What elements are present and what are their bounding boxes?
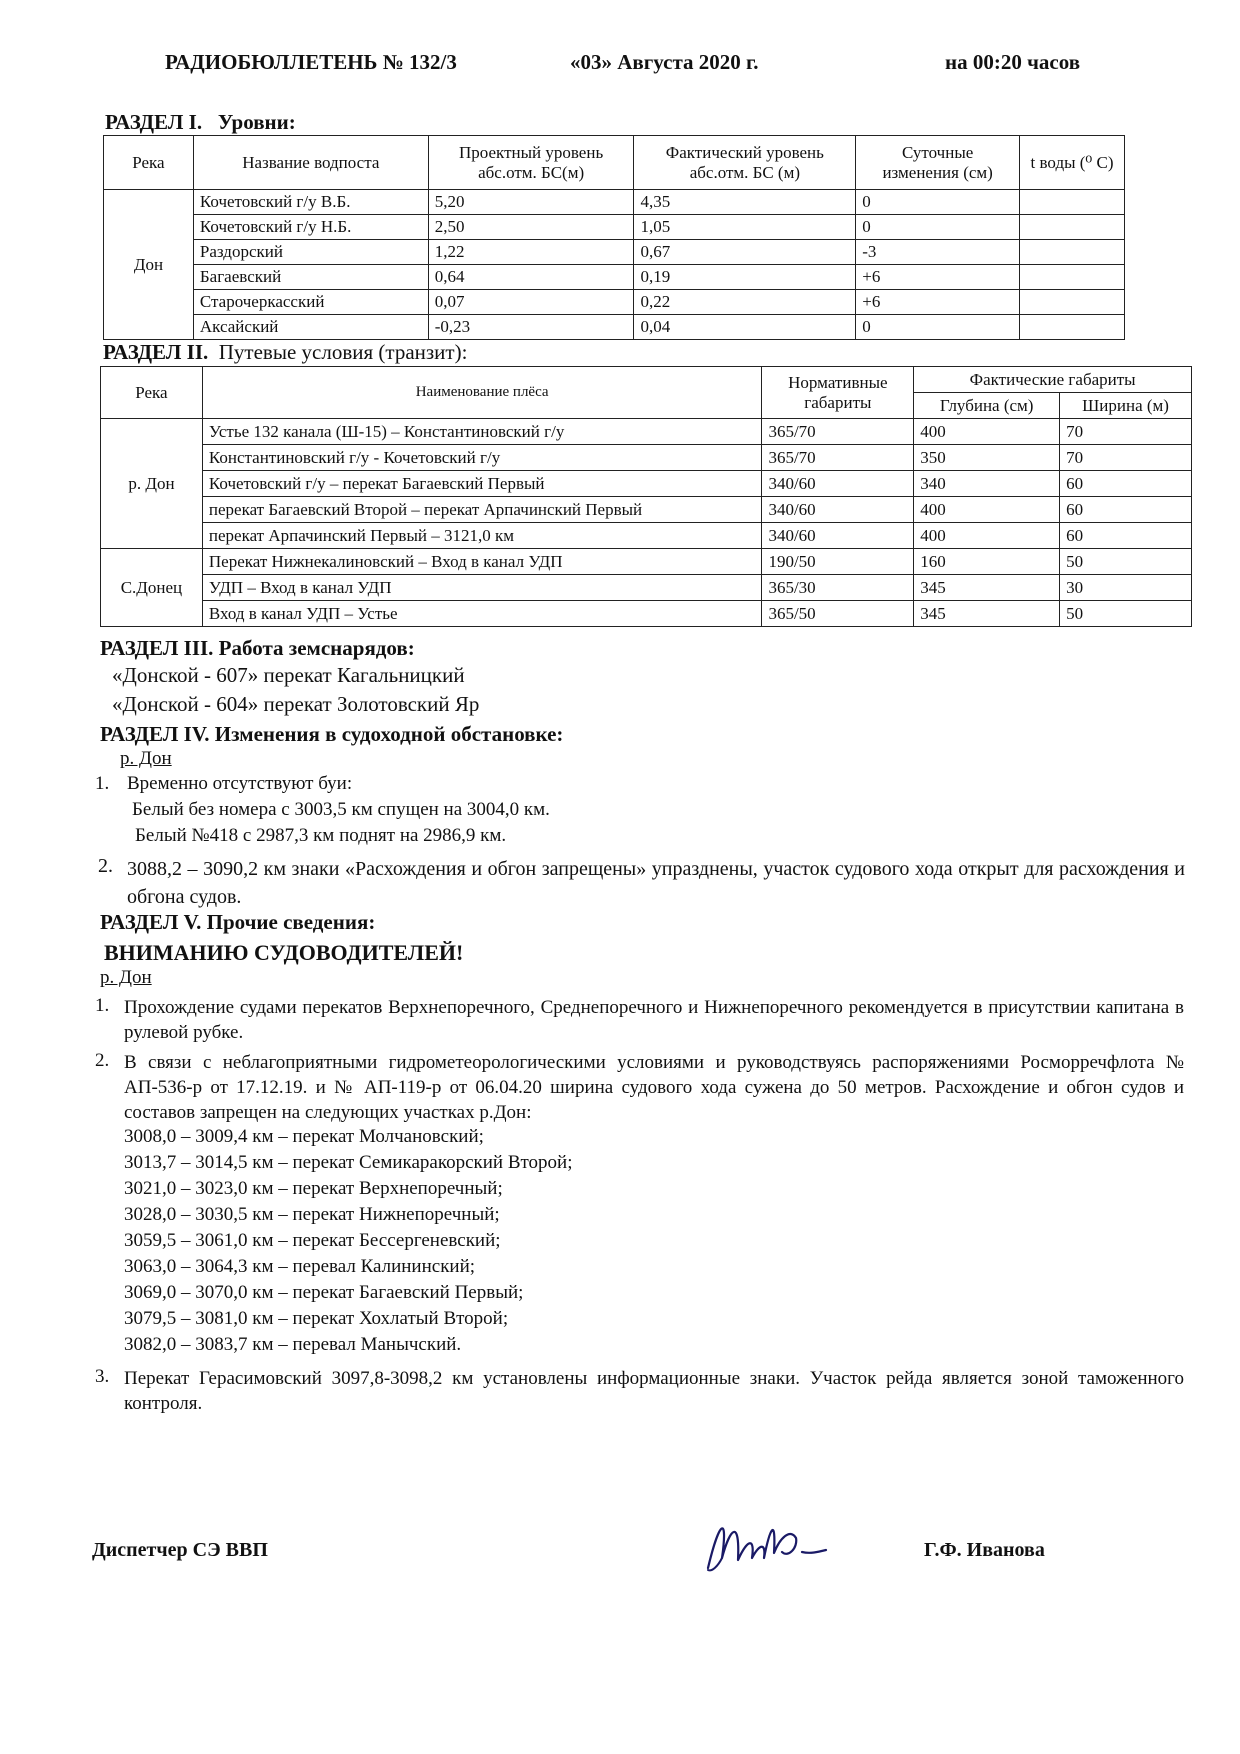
- normative-dims: 340/60: [762, 471, 914, 497]
- list-number: 1.: [95, 773, 110, 794]
- station-name: Старочеркасский: [193, 290, 428, 315]
- water-temp: [1020, 240, 1125, 265]
- reach-name: Кочетовский г/у – перекат Багаевский Первый: [202, 471, 762, 497]
- project-level: 1,22: [428, 240, 634, 265]
- project-level: 5,20: [428, 190, 634, 215]
- project-level: -0,23: [428, 315, 634, 340]
- normative-dims: 340/60: [762, 497, 914, 523]
- levels-col-actual: Фактический уровень абс.отм. БС (м): [634, 136, 856, 190]
- section4-item1-buoy: Белый без номера с 3003,5 км спущен на 3004,0 км.: [132, 799, 550, 820]
- water-temp: [1020, 190, 1125, 215]
- restricted-section: 3013,7 – 3014,5 км – перекат Семикаракорский Второй;: [124, 1152, 573, 1173]
- restricted-section: 3059,5 – 3061,0 км – перекат Бессергеневский;: [124, 1230, 501, 1251]
- water-temp: [1020, 290, 1125, 315]
- water-temp: [1020, 315, 1125, 340]
- section2-title: РАЗДЕЛ II.: [103, 340, 209, 364]
- section5-item2: В связи с неблагоприятными гидрометеорологическими условиями и руководствуясь распоряжениями Росморречфлота № АП-536-р от 17.12.19. и № АП-119-р от 06.04.20 ширина судового хода сужена до 50 метров. Расхождение и обгон судов и составов запрещен на следующих участках р.Дон:: [124, 1052, 1184, 1123]
- actual-depth: 350: [914, 445, 1060, 471]
- reach-name: Вход в канал УДП – Устье: [202, 601, 762, 627]
- daily-change: 0: [856, 215, 1020, 240]
- reach-name: Перекат Нижнекалиновский – Вход в канал УДП: [202, 549, 762, 575]
- station-name: Багаевский: [193, 265, 428, 290]
- restricted-section: 3069,0 – 3070,0 км – перекат Багаевский Первый;: [124, 1282, 524, 1303]
- section1-subtitle: Уровни:: [217, 110, 296, 134]
- dredger-line: «Донской - 604» перекат Золотовский Яр: [112, 692, 480, 716]
- route-col-river: Река: [101, 367, 203, 419]
- daily-change: +6: [856, 290, 1020, 315]
- table-row: [104, 240, 1125, 265]
- actual-level: 0,19: [634, 265, 856, 290]
- section1-heading: [105, 110, 296, 135]
- reach-name: перекат Арпачинский Первый – 3121,0 км: [202, 523, 762, 549]
- daily-change: 0: [856, 190, 1020, 215]
- actual-width: 30: [1060, 575, 1192, 601]
- station-name: Раздорский: [193, 240, 428, 265]
- bulletin-time: на 00:20 часов: [945, 50, 1081, 74]
- levels-river-cell: Дон: [104, 190, 194, 340]
- daily-change: -3: [856, 240, 1020, 265]
- table-row: [104, 190, 1125, 215]
- station-name: Кочетовский г/у Н.Б.: [193, 215, 428, 240]
- levels-col-station: Название водпоста: [193, 136, 428, 190]
- section4-item2: 3088,2 – 3090,2 км знаки «Расхождения и обгон запрещены» упразднены, участок судового хода открыт для расхождения и обгона судов.: [127, 858, 1185, 908]
- actual-width: 60: [1060, 471, 1192, 497]
- restricted-section: 3063,0 – 3064,3 км – перевал Калининский;: [124, 1256, 476, 1277]
- normative-dims: 365/70: [762, 445, 914, 471]
- levels-col-river: Река: [104, 136, 194, 190]
- route-col-normative: Нормативные габариты: [762, 367, 914, 419]
- section5-item1: Прохождение судами перекатов Верхнепоречного, Среднепоречного и Нижнепоречного рекомендуется в присутствии капитана в рулевой рубке.: [124, 997, 1184, 1043]
- actual-depth: 400: [914, 419, 1060, 445]
- project-level: 0,07: [428, 290, 634, 315]
- table-row: [104, 265, 1125, 290]
- actual-width: 50: [1060, 601, 1192, 627]
- section4-river: р. Дон: [120, 748, 172, 769]
- dispatcher-name: Г.Ф. Иванова: [924, 1539, 1045, 1561]
- bulletin-title: РАДИОБЮЛЛЕТЕНЬ № 132/3: [165, 50, 457, 74]
- actual-level: 1,05: [634, 215, 856, 240]
- actual-depth: 345: [914, 575, 1060, 601]
- route-river-cell: С.Донец: [101, 549, 203, 627]
- section2-heading: [103, 340, 467, 365]
- section4-title: РАЗДЕЛ IV. Изменения в судоходной обстановке:: [100, 722, 564, 746]
- station-name: Аксайский: [193, 315, 428, 340]
- actual-depth: 340: [914, 471, 1060, 497]
- list-number: 3.: [95, 1366, 110, 1387]
- actual-width: 60: [1060, 523, 1192, 549]
- table-row: [104, 215, 1125, 240]
- actual-depth: 160: [914, 549, 1060, 575]
- restricted-section: 3028,0 – 3030,5 км – перекат Нижнепоречный;: [124, 1204, 500, 1225]
- section3-title: РАЗДЕЛ III. Работа земснарядов:: [100, 636, 415, 660]
- normative-dims: 365/70: [762, 419, 914, 445]
- section1-title: РАЗДЕЛ I.: [105, 110, 203, 134]
- actual-width: 50: [1060, 549, 1192, 575]
- list-number: 1.: [95, 995, 110, 1016]
- route-col-depth: Глубина (см): [914, 393, 1060, 419]
- section5-attention: ВНИМАНИЮ СУДОВОДИТЕЛЕЙ!: [104, 940, 464, 965]
- normative-dims: 340/60: [762, 523, 914, 549]
- route-col-width: Ширина (м): [1060, 393, 1192, 419]
- levels-col-project: Проектный уровень абс.отм. БС(м): [428, 136, 634, 190]
- normative-dims: 365/50: [762, 601, 914, 627]
- bulletin-date: «03» Августа 2020 г.: [570, 50, 759, 74]
- water-temp: [1020, 215, 1125, 240]
- restricted-section: 3021,0 – 3023,0 км – перекат Верхнепоречный;: [124, 1178, 503, 1199]
- station-name: Кочетовский г/у В.Б.: [193, 190, 428, 215]
- water-temp: [1020, 265, 1125, 290]
- route-col-actual: Фактические габариты: [914, 367, 1192, 393]
- actual-depth: 345: [914, 601, 1060, 627]
- actual-level: 4,35: [634, 190, 856, 215]
- actual-width: 70: [1060, 445, 1192, 471]
- project-level: 2,50: [428, 215, 634, 240]
- table-row: [104, 315, 1125, 340]
- table-row: [101, 523, 1192, 549]
- dispatcher-position: Диспетчер СЭ ВВП: [92, 1539, 268, 1561]
- project-level: 0,64: [428, 265, 634, 290]
- section5-title: РАЗДЕЛ V. Прочие сведения:: [100, 910, 376, 934]
- table-row: [101, 497, 1192, 523]
- actual-level: 0,22: [634, 290, 856, 315]
- reach-name: Константиновский г/у - Кочетовский г/у: [202, 445, 762, 471]
- route-header-row: [101, 367, 1192, 393]
- normative-dims: 190/50: [762, 549, 914, 575]
- actual-level: 0,04: [634, 315, 856, 340]
- table-row: [101, 445, 1192, 471]
- list-number: 2.: [95, 1050, 110, 1071]
- restricted-section: 3079,5 – 3081,0 км – перекат Хохлатый Второй;: [124, 1308, 509, 1329]
- actual-width: 70: [1060, 419, 1192, 445]
- section4-item1: Временно отсутствуют буи:: [127, 773, 353, 794]
- list-number: 2.: [98, 855, 113, 877]
- reach-name: перекат Багаевский Второй – перекат Арпачинский Первый: [202, 497, 762, 523]
- table-row: [101, 549, 1192, 575]
- section4-item1-buoy: Белый №418 с 2987,3 км поднят на 2986,9 км.: [135, 825, 507, 846]
- restricted-section: 3008,0 – 3009,4 км – перекат Молчановский;: [124, 1126, 484, 1147]
- reach-name: Устье 132 канала (Ш-15) – Константиновский г/у: [202, 419, 762, 445]
- actual-depth: 400: [914, 523, 1060, 549]
- reach-name: УДП – Вход в канал УДП: [202, 575, 762, 601]
- route-col-reach: Наименование плёса: [202, 367, 762, 419]
- table-row: [101, 419, 1192, 445]
- section5-river: р. Дон: [100, 967, 152, 988]
- handwritten-signature: [700, 1508, 860, 1583]
- actual-depth: 400: [914, 497, 1060, 523]
- table-row: [104, 290, 1125, 315]
- levels-col-change: Суточные изменения (см): [856, 136, 1020, 190]
- section5-item3: Перекат Герасимовский 3097,8-3098,2 км установлены информационные знаки. Участок рейда является зоной таможенного контроля.: [124, 1368, 1184, 1414]
- normative-dims: 365/30: [762, 575, 914, 601]
- route-conditions-table: [100, 366, 1192, 627]
- table-row: [101, 601, 1192, 627]
- daily-change: +6: [856, 265, 1020, 290]
- section2-subtitle: Путевые условия (транзит):: [218, 340, 468, 364]
- table-row: [101, 471, 1192, 497]
- route-river-cell: р. Дон: [101, 419, 203, 549]
- signature-scribble: [700, 1508, 860, 1578]
- actual-level: 0,67: [634, 240, 856, 265]
- actual-width: 60: [1060, 497, 1192, 523]
- levels-table: [103, 135, 1125, 340]
- table-row: [101, 575, 1192, 601]
- daily-change: 0: [856, 315, 1020, 340]
- levels-header-row: [104, 136, 1125, 190]
- levels-col-temp: t воды (⁰ С): [1020, 136, 1125, 190]
- dredger-line: «Донской - 607» перекат Кагальницкий: [112, 663, 465, 687]
- restricted-section: 3082,0 – 3083,7 км – перевал Манычский.: [124, 1334, 462, 1355]
